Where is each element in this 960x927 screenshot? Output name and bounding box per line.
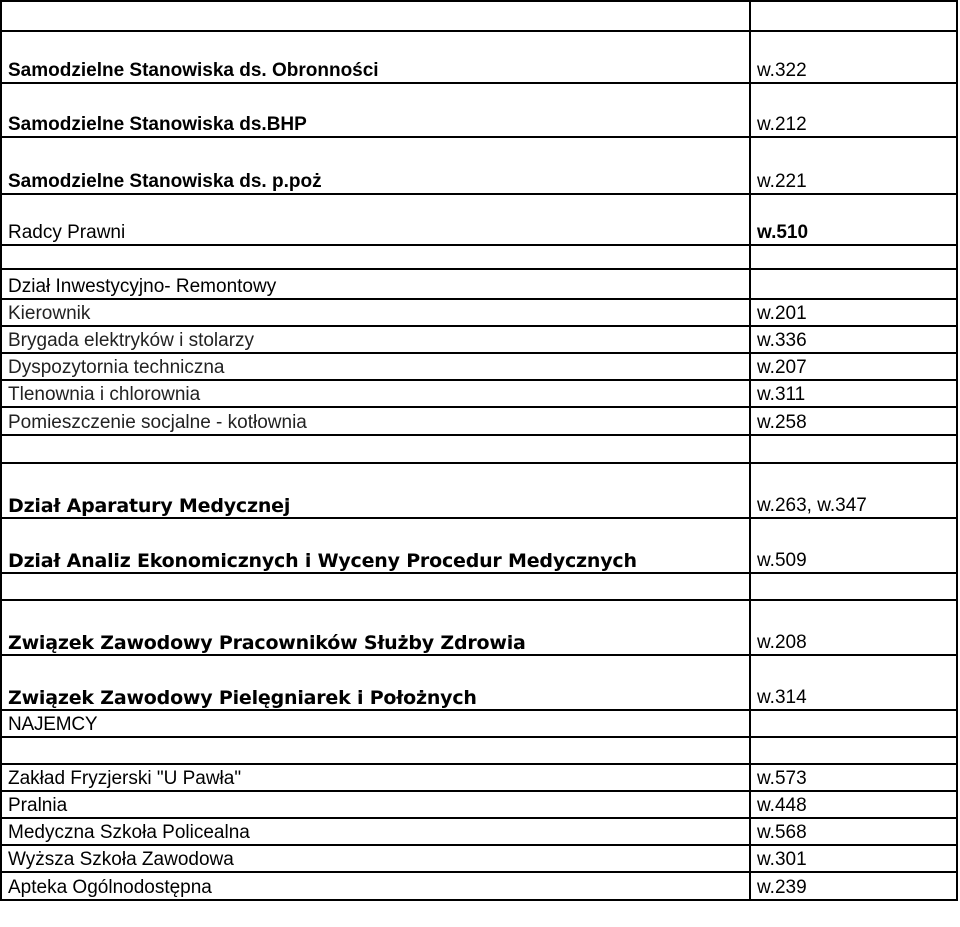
- extension-cell: w.239: [750, 872, 957, 900]
- table-row: [1, 435, 957, 463]
- extension-cell: w.448: [750, 791, 957, 818]
- unit-name-cell: Pomieszczenie socjalne - kotłownia: [1, 407, 750, 435]
- table-row: [1, 737, 957, 764]
- extension-cell: [750, 1, 957, 31]
- spacer-cell: [750, 573, 957, 600]
- extension-cell: w.336: [750, 326, 957, 353]
- table-row: [1, 791, 957, 818]
- spacer-cell: [750, 737, 957, 764]
- extension-cell: w.208: [750, 600, 957, 655]
- unit-name-cell: Samodzielne Stanowiska ds. Obronności: [1, 31, 750, 83]
- unit-name-cell: Pralnia: [1, 791, 750, 818]
- extension-cell: w.314: [750, 655, 957, 710]
- unit-name-cell: Dyspozytornia techniczna: [1, 353, 750, 380]
- spacer-cell: [750, 245, 957, 269]
- extension-cell: w.207: [750, 353, 957, 380]
- unit-name-cell: Kierownik: [1, 299, 750, 326]
- table-row: [1, 31, 957, 83]
- unit-name-cell: Radcy Prawni: [1, 194, 750, 245]
- table-row: [1, 83, 957, 137]
- unit-name-cell: [1, 1, 750, 31]
- table-row: [1, 380, 957, 407]
- table-row: [1, 407, 957, 435]
- extension-cell: w.263, w.347: [750, 463, 957, 518]
- unit-name-cell: Wyższa Szkoła Zawodowa: [1, 845, 750, 872]
- table-row: [1, 245, 957, 269]
- spacer-cell: [1, 245, 750, 269]
- unit-name-cell: Brygada elektryków i stolarzy: [1, 326, 750, 353]
- unit-name-cell: Tlenownia i chlorownia: [1, 380, 750, 407]
- extension-cell: w.510: [750, 194, 957, 245]
- table-row: [1, 845, 957, 872]
- table-row: [1, 194, 957, 245]
- extension-cell: w.258: [750, 407, 957, 435]
- table-row: [1, 818, 957, 845]
- extension-cell: w.573: [750, 764, 957, 791]
- table-row: [1, 872, 957, 900]
- table-row: [1, 326, 957, 353]
- table-row: [1, 600, 957, 655]
- extension-cell: [750, 269, 957, 299]
- spacer-cell: [1, 737, 750, 764]
- table-row: [1, 655, 957, 710]
- table-row: [1, 573, 957, 600]
- table-row: [1, 463, 957, 518]
- unit-name-cell: Samodzielne Stanowiska ds.BHP: [1, 83, 750, 137]
- spacer-cell: [1, 435, 750, 463]
- extension-cell: w.311: [750, 380, 957, 407]
- table-row: [1, 1, 957, 31]
- extension-cell: w.201: [750, 299, 957, 326]
- unit-name-cell: Dział Analiz Ekonomicznych i Wyceny Procedur Medycznych: [1, 518, 750, 573]
- extension-cell: w.221: [750, 137, 957, 194]
- table-row: [1, 518, 957, 573]
- table-row: [1, 353, 957, 380]
- unit-name-cell: Dział Aparatury Medycznej: [1, 463, 750, 518]
- spacer-cell: [1, 573, 750, 600]
- unit-name-cell: Zakład Fryzjerski "U Pawła": [1, 764, 750, 791]
- unit-name-cell: Samodzielne Stanowiska ds. p.poż: [1, 137, 750, 194]
- extension-cell: w.509: [750, 518, 957, 573]
- unit-name-cell: Związek Zawodowy Pielęgniarek i Położnych: [1, 655, 750, 710]
- table-row: [1, 764, 957, 791]
- extension-cell: [750, 710, 957, 737]
- section-heading: Dział Inwestycyjno- Remontowy: [1, 269, 750, 299]
- table-row: [1, 710, 957, 737]
- table-row: [1, 137, 957, 194]
- unit-name-cell: Medyczna Szkoła Policealna: [1, 818, 750, 845]
- extension-cell: w.322: [750, 31, 957, 83]
- table-row: [1, 299, 957, 326]
- extension-cell: w.212: [750, 83, 957, 137]
- section-heading: NAJEMCY: [1, 710, 750, 737]
- table-row: [1, 269, 957, 299]
- spacer-cell: [750, 435, 957, 463]
- unit-name-cell: Apteka Ogólnodostępna: [1, 872, 750, 900]
- extension-cell: w.301: [750, 845, 957, 872]
- unit-name-cell: Związek Zawodowy Pracowników Służby Zdrowia: [1, 600, 750, 655]
- extension-cell: w.568: [750, 818, 957, 845]
